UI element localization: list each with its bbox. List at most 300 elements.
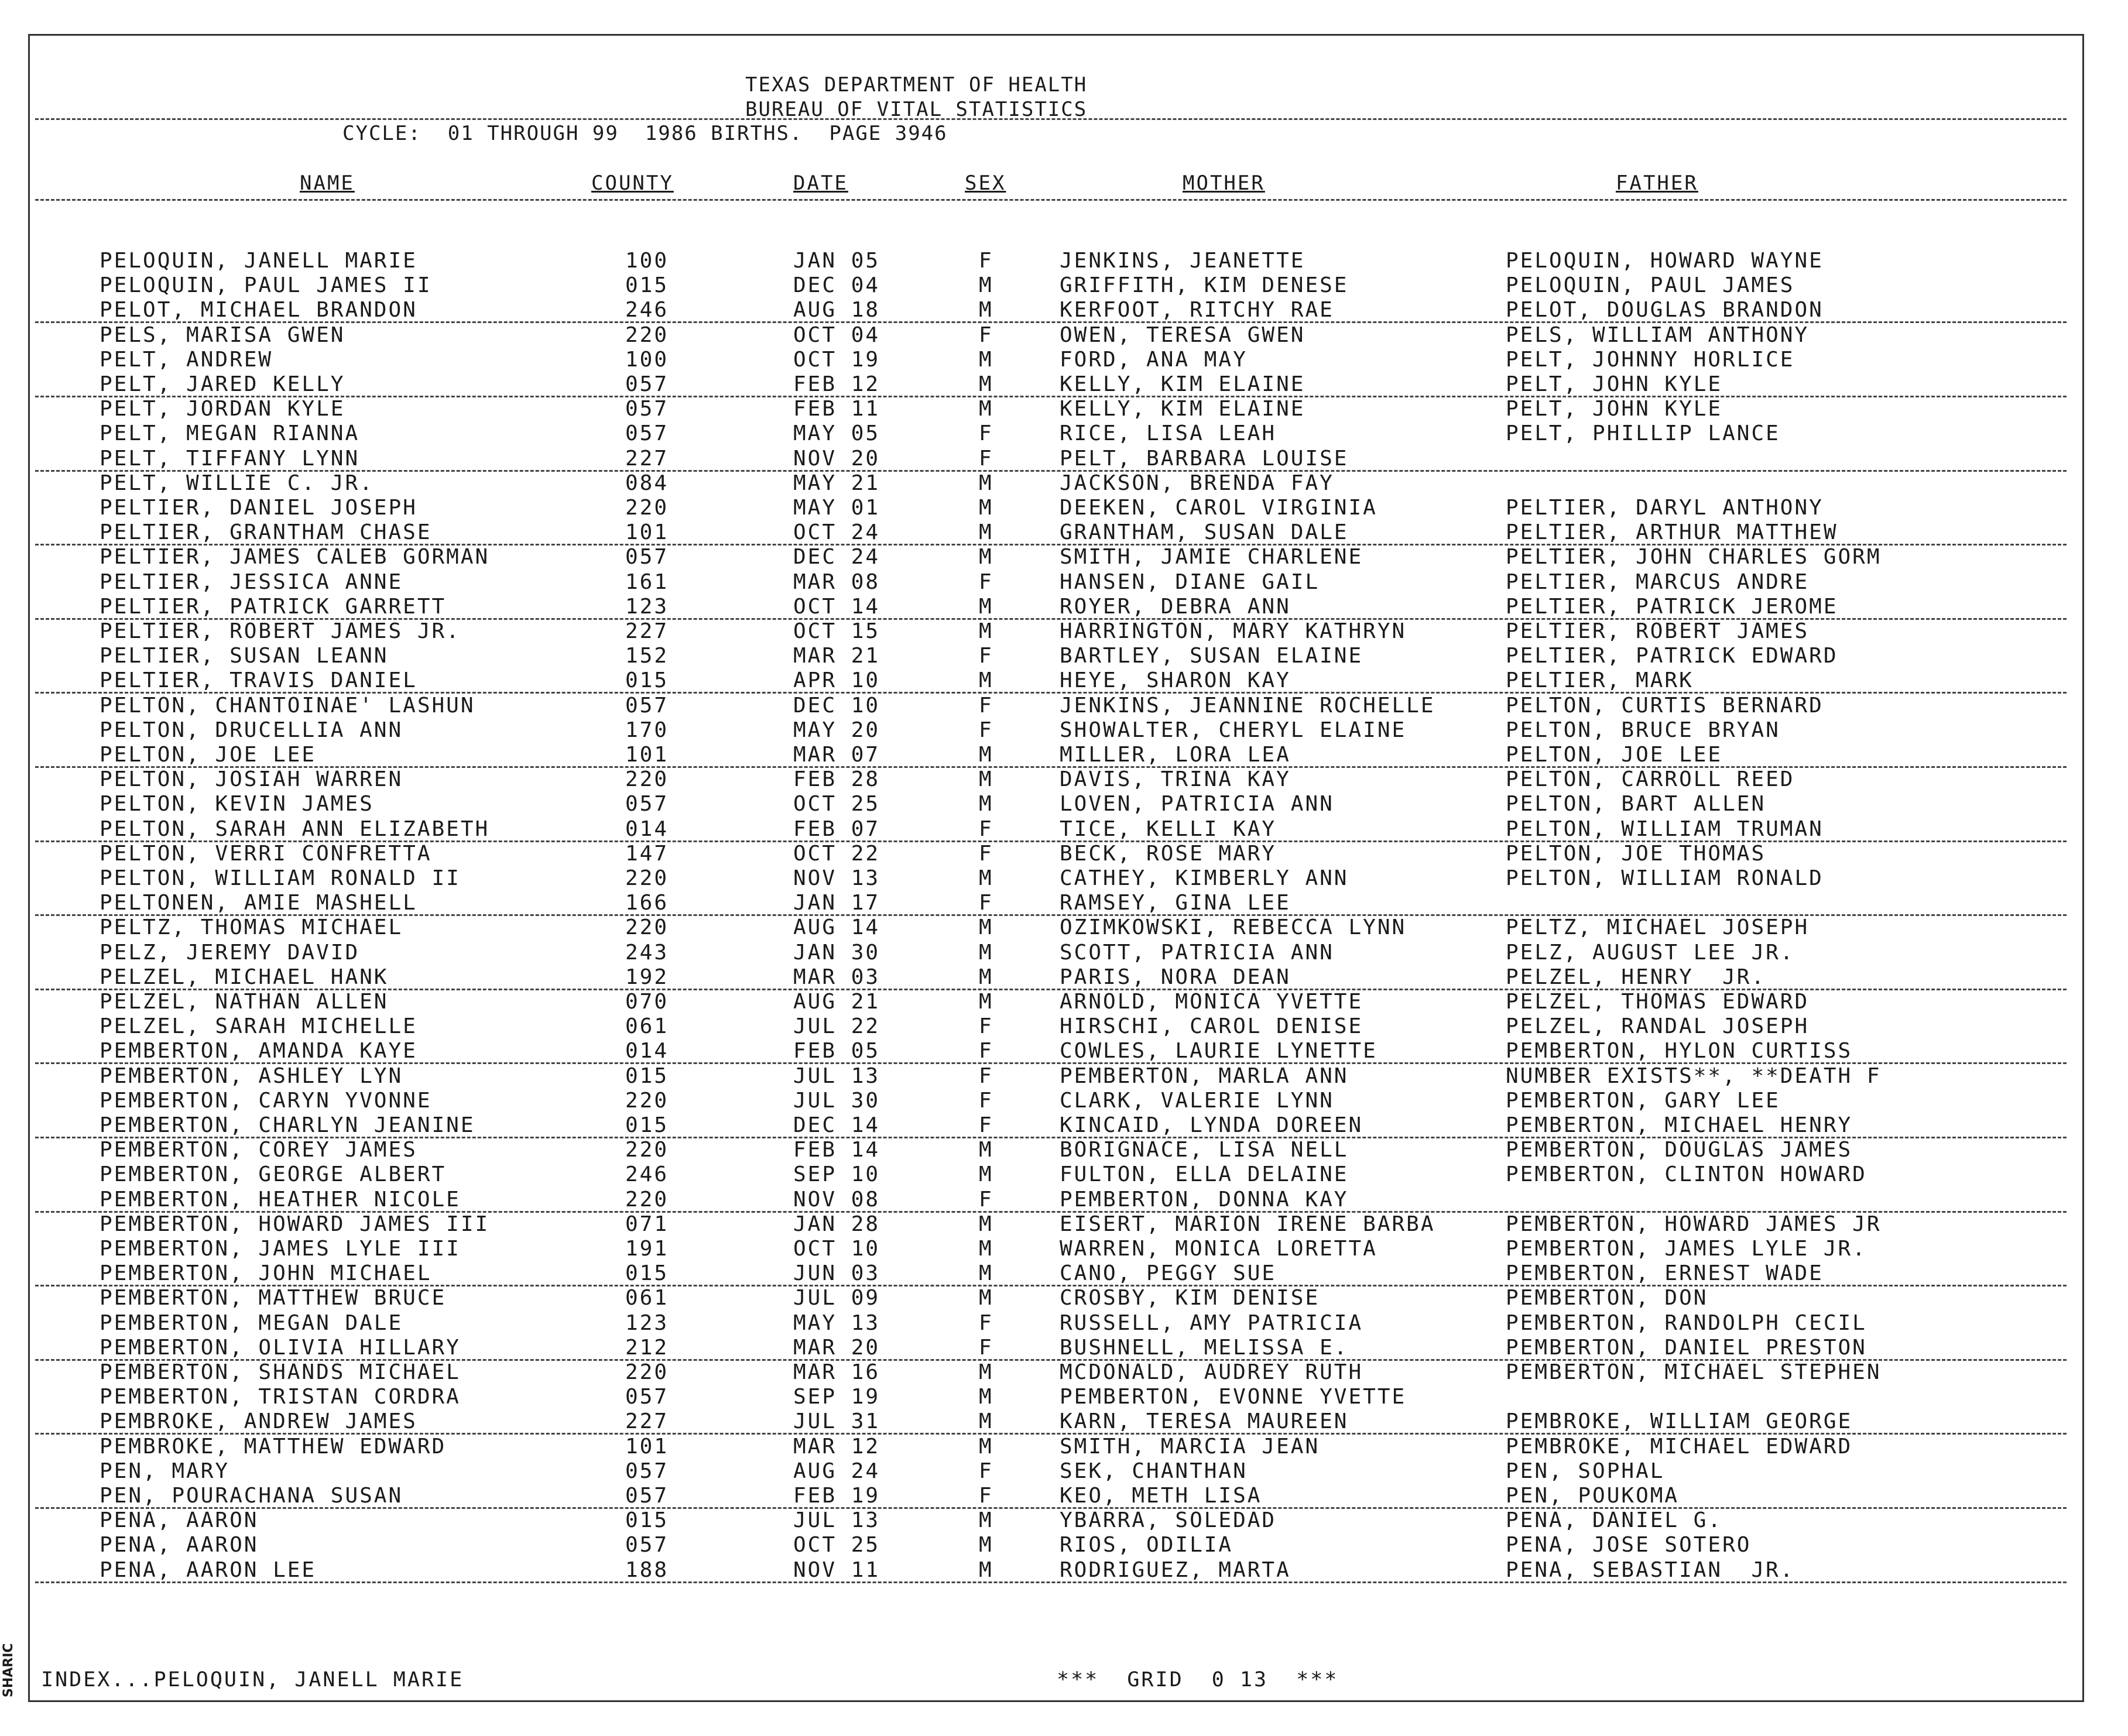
cell-father: NUMBER EXISTS**, **DEATH F: [1506, 1063, 1882, 1088]
cell-sex: M: [979, 397, 993, 421]
cell-county: 227: [625, 1409, 669, 1434]
cell-sex: M: [979, 668, 993, 693]
table-row: [0, 1188, 2128, 1212]
cell-sex: M: [979, 1360, 993, 1384]
table-row: [0, 372, 2128, 397]
cell-county: 220: [625, 866, 669, 890]
cell-sex: M: [979, 743, 993, 767]
cell-father: PELZEL, HENRY JR.: [1506, 965, 1766, 989]
cell-sex: M: [979, 372, 993, 396]
cell-date: OCT 25: [793, 792, 880, 816]
cell-mother: FULTON, ELLA DELAINE: [1060, 1162, 1349, 1187]
cell-name: PELTIER, SUSAN LEANN: [100, 644, 389, 668]
cell-date: OCT 22: [793, 841, 880, 866]
cell-mother: YBARRA, SOLEDAD: [1060, 1508, 1277, 1533]
cell-county: 220: [625, 1360, 669, 1384]
cell-father: PEMBERTON, CLINTON HOWARD: [1506, 1162, 1867, 1187]
cell-date: JUL 09: [793, 1286, 880, 1310]
cell-name: PEMBERTON, CARYN YVONNE: [100, 1088, 432, 1113]
cell-sex: F: [979, 323, 993, 347]
cell-father: PELTON, JOE THOMAS: [1506, 841, 1766, 866]
cell-sex: F: [979, 569, 993, 594]
table-row: [0, 421, 2128, 446]
cell-mother: FORD, ANA MAY: [1060, 347, 1248, 372]
cell-mother: ROYER, DEBRA ANN: [1060, 594, 1291, 619]
cell-name: PELOQUIN, PAUL JAMES II: [100, 273, 432, 298]
cell-sex: M: [979, 1212, 993, 1236]
cell-county: 161: [625, 569, 669, 594]
cell-sex: M: [979, 866, 993, 890]
table-row: [0, 1385, 2128, 1409]
cell-father: PELZEL, THOMAS EDWARD: [1506, 990, 1810, 1014]
table-row: [0, 1459, 2128, 1484]
cell-sex: M: [979, 520, 993, 545]
table-row: [0, 348, 2128, 372]
report-bureau: BUREAU OF VITAL STATISTICS: [745, 98, 1088, 121]
cell-father: PENA, JOSE SOTERO: [1506, 1533, 1752, 1557]
cell-mother: SEK, CHANTHAN: [1060, 1459, 1248, 1483]
cell-father: PEMBERTON, DON: [1506, 1286, 1708, 1310]
cell-county: 220: [625, 1138, 669, 1162]
cell-date: OCT 10: [793, 1237, 880, 1261]
report-agency: TEXAS DEPARTMENT OF HEALTH: [745, 73, 1088, 97]
cell-mother: DAVIS, TRINA KAY: [1060, 767, 1291, 792]
cell-name: PELT, WILLIE C. JR.: [100, 471, 374, 495]
cell-name: PENA, AARON: [100, 1508, 259, 1533]
cell-name: PELS, MARISA GWEN: [100, 323, 345, 347]
table-row: [0, 447, 2128, 471]
cell-father: PEN, POUKOMA: [1506, 1484, 1680, 1508]
cell-date: FEB 19: [793, 1484, 880, 1508]
cell-name: PELOQUIN, JANELL MARIE: [100, 249, 417, 273]
cell-mother: RODRIGUEZ, MARTA: [1060, 1557, 1291, 1582]
cell-date: FEB 05: [793, 1039, 880, 1063]
row-divider: [35, 1581, 2067, 1583]
cell-county: 070: [625, 990, 669, 1014]
cell-county: 057: [625, 372, 669, 396]
cell-father: PEMBERTON, GARY LEE: [1506, 1088, 1780, 1113]
table-row: [0, 817, 2128, 842]
cell-county: 192: [625, 965, 669, 989]
table-row: [0, 1435, 2128, 1459]
table-row: [0, 1508, 2128, 1533]
cell-sex: M: [979, 545, 993, 569]
cell-name: PEMBERTON, COREY JAMES: [100, 1138, 417, 1162]
table-row: [0, 520, 2128, 545]
cell-name: PEMBERTON, JAMES LYLE III: [100, 1237, 461, 1261]
cell-date: MAY 13: [793, 1310, 880, 1335]
table-row: [0, 767, 2128, 792]
cell-sex: F: [979, 891, 993, 915]
table-row: [0, 1237, 2128, 1261]
cell-county: 147: [625, 841, 669, 866]
cell-sex: F: [979, 1113, 993, 1137]
cell-county: 170: [625, 718, 669, 742]
cell-date: MAY 05: [793, 421, 880, 446]
table-row: [0, 1089, 2128, 1113]
cell-mother: KINCAID, LYNDA DOREEN: [1060, 1113, 1363, 1137]
table-row: [0, 866, 2128, 891]
cell-mother: RICE, LISA LEAH: [1060, 421, 1277, 446]
table-row: [0, 1286, 2128, 1310]
cell-date: MAR 21: [793, 644, 880, 668]
cell-mother: SCOTT, PATRICIA ANN: [1060, 940, 1334, 965]
cell-name: PEMBERTON, HOWARD JAMES III: [100, 1212, 490, 1236]
cell-father: PELTIER, PATRICK JEROME: [1506, 594, 1838, 619]
table-row: [0, 915, 2128, 940]
cell-date: JAN 30: [793, 940, 880, 965]
cell-name: PENA, AARON LEE: [100, 1557, 317, 1582]
cell-mother: CROSBY, KIM DENISE: [1060, 1286, 1320, 1310]
cell-county: 015: [625, 668, 669, 693]
cell-name: PELT, JORDAN KYLE: [100, 397, 345, 421]
cell-date: MAR 08: [793, 569, 880, 594]
cell-name: PELT, MEGAN RIANNA: [100, 421, 360, 446]
cell-name: PEMBERTON, MATTHEW BRUCE: [100, 1286, 447, 1310]
cell-father: PELTON, WILLIAM RONALD: [1506, 866, 1824, 890]
cell-mother: HANSEN, DIANE GAIL: [1060, 569, 1320, 594]
report-cycle: CYCLE: 01 THROUGH 99 1986 BIRTHS. PAGE 3946: [342, 122, 948, 145]
table-row: [0, 842, 2128, 866]
cell-county: 014: [625, 816, 669, 841]
cell-county: 057: [625, 693, 669, 718]
table-row: [0, 595, 2128, 619]
cell-father: PEMBERTON, MICHAEL HENRY: [1506, 1113, 1853, 1137]
cell-mother: PELT, BARBARA LOUISE: [1060, 446, 1349, 471]
cell-name: PEMBERTON, CHARLYN JEANINE: [100, 1113, 475, 1137]
table-row: [0, 990, 2128, 1014]
cell-sex: M: [979, 1385, 993, 1409]
cell-name: PELTON, VERRI CONFRETTA: [100, 841, 432, 866]
cell-name: PEMBERTON, JOHN MICHAEL: [100, 1261, 432, 1286]
cell-name: PELTIER, GRANTHAM CHASE: [100, 520, 432, 545]
cell-name: PEMBERTON, TRISTAN CORDRA: [100, 1385, 461, 1409]
cell-mother: MILLER, LORA LEA: [1060, 743, 1291, 767]
cell-name: PEMBERTON, SHANDS MICHAEL: [100, 1360, 461, 1384]
cell-name: PELT, JARED KELLY: [100, 372, 345, 396]
cell-name: PELTONEN, AMIE MASHELL: [100, 891, 417, 915]
cell-county: 101: [625, 743, 669, 767]
cell-father: PEMBROKE, WILLIAM GEORGE: [1506, 1409, 1853, 1434]
table-row: [0, 1138, 2128, 1162]
cell-sex: F: [979, 841, 993, 866]
cell-county: 220: [625, 323, 669, 347]
column-header-mother: MOTHER: [1183, 171, 1265, 195]
cell-county: 166: [625, 891, 669, 915]
cell-date: MAR 12: [793, 1434, 880, 1459]
cell-mother: EISERT, MARION IRENE BARBA: [1060, 1212, 1435, 1236]
cell-sex: F: [979, 1459, 993, 1483]
cell-county: 015: [625, 1063, 669, 1088]
column-header-name: NAME: [300, 171, 355, 195]
cell-sex: M: [979, 298, 993, 323]
cell-date: AUG 18: [793, 298, 880, 323]
cell-name: PEMBERTON, AMANDA KAYE: [100, 1039, 417, 1063]
cell-mother: SMITH, MARCIA JEAN: [1060, 1434, 1320, 1459]
cell-date: OCT 25: [793, 1533, 880, 1557]
cell-father: PEMBROKE, MICHAEL EDWARD: [1506, 1434, 1853, 1459]
cell-sex: M: [979, 1138, 993, 1162]
cell-mother: BECK, ROSE MARY: [1060, 841, 1277, 866]
cell-county: 220: [625, 1187, 669, 1212]
cell-sex: F: [979, 1014, 993, 1039]
cell-father: PELTON, JOE LEE: [1506, 743, 1723, 767]
cell-sex: M: [979, 1533, 993, 1557]
cell-name: PEMBERTON, MEGAN DALE: [100, 1310, 403, 1335]
table-row: [0, 1162, 2128, 1187]
cell-mother: KERFOOT, RITCHY RAE: [1060, 298, 1334, 323]
table-row: [0, 1212, 2128, 1237]
cell-county: 015: [625, 1113, 669, 1137]
footer-index: INDEX...PELOQUIN, JANELL MARIE: [41, 1668, 464, 1692]
cell-name: PELTIER, ROBERT JAMES JR.: [100, 619, 461, 643]
cell-date: FEB 28: [793, 767, 880, 792]
column-header-sex: SEX: [965, 171, 1006, 195]
cell-name: PELTON, SARAH ANN ELIZABETH: [100, 816, 490, 841]
table-row: [0, 1261, 2128, 1286]
cell-father: PEMBERTON, HOWARD JAMES JR: [1506, 1212, 1882, 1236]
cell-father: PELTON, CARROLL REED: [1506, 767, 1795, 792]
cell-county: 057: [625, 545, 669, 569]
cell-mother: COWLES, LAURIE LYNETTE: [1060, 1039, 1377, 1063]
cell-mother: KELLY, KIM ELAINE: [1060, 372, 1305, 396]
cell-date: NOV 20: [793, 446, 880, 471]
cell-father: PEMBERTON, MICHAEL STEPHEN: [1506, 1360, 1882, 1384]
cell-mother: CATHEY, KIMBERLY ANN: [1060, 866, 1349, 890]
table-row: [0, 323, 2128, 348]
cell-date: NOV 13: [793, 866, 880, 890]
cell-date: OCT 14: [793, 594, 880, 619]
table-row: [0, 1311, 2128, 1336]
cell-county: 057: [625, 421, 669, 446]
cell-father: PELOQUIN, PAUL JAMES: [1506, 273, 1795, 298]
cell-county: 101: [625, 520, 669, 545]
cell-date: AUG 24: [793, 1459, 880, 1483]
cell-date: MAR 20: [793, 1335, 880, 1360]
cell-sex: F: [979, 1063, 993, 1088]
cell-name: PEMBERTON, HEATHER NICOLE: [100, 1187, 461, 1212]
cell-sex: M: [979, 965, 993, 989]
cell-mother: PARIS, NORA DEAN: [1060, 965, 1291, 989]
cell-sex: M: [979, 1261, 993, 1286]
cell-sex: M: [979, 1162, 993, 1187]
cell-sex: M: [979, 347, 993, 372]
cell-name: PEMBROKE, MATTHEW EDWARD: [100, 1434, 447, 1459]
cell-mother: TICE, KELLI KAY: [1060, 816, 1277, 841]
cell-father: PELTIER, DARYL ANTHONY: [1506, 496, 1824, 520]
cell-name: PELZ, JEREMY DAVID: [100, 940, 360, 965]
cell-father: PELT, JOHN KYLE: [1506, 397, 1723, 421]
cell-name: PEMBERTON, GEORGE ALBERT: [100, 1162, 447, 1187]
cell-father: PELZEL, RANDAL JOSEPH: [1506, 1014, 1810, 1039]
cell-county: 100: [625, 249, 669, 273]
cell-name: PELZEL, SARAH MICHELLE: [100, 1014, 417, 1039]
cell-county: 123: [625, 1310, 669, 1335]
cell-father: PELTON, BART ALLEN: [1506, 792, 1766, 816]
cell-sex: F: [979, 644, 993, 668]
cell-mother: PEMBERTON, MARLA ANN: [1060, 1063, 1349, 1088]
table-row: [0, 1409, 2128, 1434]
cell-county: 243: [625, 940, 669, 965]
cell-sex: M: [979, 273, 993, 298]
cell-sex: F: [979, 1310, 993, 1335]
cell-father: PEN, SOPHAL: [1506, 1459, 1665, 1483]
cell-name: PEN, POURACHANA SUSAN: [100, 1484, 403, 1508]
cell-mother: BARTLEY, SUSAN ELAINE: [1060, 644, 1363, 668]
cell-date: JUL 31: [793, 1409, 880, 1434]
cell-father: PELS, WILLIAM ANTHONY: [1506, 323, 1810, 347]
cell-name: PELTON, WILLIAM RONALD II: [100, 866, 461, 890]
cell-mother: JENKINS, JEANETTE: [1060, 249, 1305, 273]
header-divider: [35, 118, 2067, 120]
cell-sex: F: [979, 249, 993, 273]
cell-mother: GRANTHAM, SUSAN DALE: [1060, 520, 1349, 545]
cell-date: APR 10: [793, 668, 880, 693]
cell-father: PELTIER, ROBERT JAMES: [1506, 619, 1810, 643]
cell-father: PEMBERTON, HYLON CURTISS: [1506, 1039, 1853, 1063]
cell-county: 057: [625, 792, 669, 816]
cell-mother: JENKINS, JEANNINE ROCHELLE: [1060, 693, 1435, 718]
cell-father: PELT, JOHN KYLE: [1506, 372, 1723, 396]
cell-county: 057: [625, 1385, 669, 1409]
cell-date: JUN 03: [793, 1261, 880, 1286]
table-row: [0, 694, 2128, 718]
cell-name: PELTON, JOE LEE: [100, 743, 317, 767]
table-row: [0, 941, 2128, 965]
cell-county: 100: [625, 347, 669, 372]
cell-father: PELTIER, MARCUS ANDRE: [1506, 569, 1810, 594]
cell-county: 191: [625, 1237, 669, 1261]
cell-father: PEMBERTON, ERNEST WADE: [1506, 1261, 1824, 1286]
cell-father: PENA, DANIEL G.: [1506, 1508, 1723, 1533]
cell-father: PELT, JOHNNY HORLICE: [1506, 347, 1795, 372]
cell-county: 220: [625, 1088, 669, 1113]
table-row: [0, 1533, 2128, 1557]
cell-name: PELTON, CHANTOINAE' LASHUN: [100, 693, 475, 718]
cell-mother: WARREN, MONICA LORETTA: [1060, 1237, 1377, 1261]
cell-mother: KARN, TERESA MAUREEN: [1060, 1409, 1349, 1434]
cell-father: PELZ, AUGUST LEE JR.: [1506, 940, 1795, 965]
cell-date: SEP 10: [793, 1162, 880, 1187]
cell-name: PELOT, MICHAEL BRANDON: [100, 298, 417, 323]
cell-father: PEMBERTON, RANDOLPH CECIL: [1506, 1310, 1867, 1335]
cell-mother: KEO, METH LISA: [1060, 1484, 1262, 1508]
cell-mother: KELLY, KIM ELAINE: [1060, 397, 1305, 421]
cell-county: 188: [625, 1557, 669, 1582]
cell-name: PELTIER, TRAVIS DANIEL: [100, 668, 417, 693]
cell-sex: M: [979, 1237, 993, 1261]
cell-sex: F: [979, 693, 993, 718]
cell-county: 061: [625, 1014, 669, 1039]
cell-sex: M: [979, 594, 993, 619]
cell-county: 057: [625, 397, 669, 421]
cell-date: NOV 11: [793, 1557, 880, 1582]
table-row: [0, 273, 2128, 298]
cell-name: PEMBERTON, OLIVIA HILLARY: [100, 1335, 461, 1360]
cell-county: 057: [625, 1484, 669, 1508]
column-divider: [35, 199, 2067, 201]
cell-county: 101: [625, 1434, 669, 1459]
cell-sex: M: [979, 1508, 993, 1533]
cell-mother: HIRSCHI, CAROL DENISE: [1060, 1014, 1363, 1039]
cell-father: PEMBERTON, DOUGLAS JAMES: [1506, 1138, 1853, 1162]
side-mark: SHARIC: [1, 1643, 16, 1697]
cell-county: 152: [625, 644, 669, 668]
cell-name: PELT, ANDREW: [100, 347, 273, 372]
table-row: [0, 1360, 2128, 1385]
cell-mother: RIOS, ODILIA: [1060, 1533, 1233, 1557]
cell-name: PELTIER, DANIEL JOSEPH: [100, 496, 417, 520]
cell-mother: HEYE, SHARON KAY: [1060, 668, 1291, 693]
cell-name: PELTON, DRUCELLIA ANN: [100, 718, 403, 742]
cell-name: PEN, MARY: [100, 1459, 230, 1483]
cell-county: 057: [625, 1459, 669, 1483]
table-row: [0, 1336, 2128, 1360]
cell-name: PELTZ, THOMAS MICHAEL: [100, 915, 403, 940]
cell-father: PENA, SEBASTIAN JR.: [1506, 1557, 1795, 1582]
column-header-date: DATE: [793, 171, 848, 195]
cell-sex: F: [979, 1039, 993, 1063]
cell-name: PELTIER, JESSICA ANNE: [100, 569, 403, 594]
cell-mother: BUSHNELL, MELISSA E.: [1060, 1335, 1349, 1360]
cell-date: MAR 16: [793, 1360, 880, 1384]
cell-name: PELTIER, JAMES CALEB GORMAN: [100, 545, 490, 569]
cell-sex: F: [979, 1187, 993, 1212]
cell-date: OCT 04: [793, 323, 880, 347]
cell-father: PELTZ, MICHAEL JOSEPH: [1506, 915, 1810, 940]
cell-date: JUL 30: [793, 1088, 880, 1113]
cell-county: 220: [625, 915, 669, 940]
cell-county: 246: [625, 298, 669, 323]
cell-county: 227: [625, 446, 669, 471]
cell-father: PELTIER, ARTHUR MATTHEW: [1506, 520, 1838, 545]
table-row: [0, 570, 2128, 595]
cell-sex: M: [979, 1557, 993, 1582]
table-row: [0, 1039, 2128, 1063]
cell-sex: M: [979, 619, 993, 643]
table-row: [0, 644, 2128, 668]
cell-date: FEB 14: [793, 1138, 880, 1162]
cell-date: FEB 07: [793, 816, 880, 841]
cell-county: 015: [625, 273, 669, 298]
cell-county: 246: [625, 1162, 669, 1187]
cell-date: MAY 20: [793, 718, 880, 742]
cell-name: PELTIER, PATRICK GARRETT: [100, 594, 447, 619]
cell-name: PELTON, JOSIAH WARREN: [100, 767, 403, 792]
cell-county: 015: [625, 1508, 669, 1533]
cell-name: PELZEL, MICHAEL HANK: [100, 965, 389, 989]
cell-mother: SHOWALTER, CHERYL ELAINE: [1060, 718, 1407, 742]
cell-mother: RAMSEY, GINA LEE: [1060, 891, 1291, 915]
cell-name: PEMBROKE, ANDREW JAMES: [100, 1409, 417, 1434]
table-row: [0, 397, 2128, 421]
cell-mother: ARNOLD, MONICA YVETTE: [1060, 990, 1363, 1014]
cell-county: 015: [625, 1261, 669, 1286]
cell-sex: M: [979, 496, 993, 520]
cell-county: 220: [625, 496, 669, 520]
cell-date: SEP 19: [793, 1385, 880, 1409]
column-header-father: FATHER: [1616, 171, 1698, 195]
table-row: [0, 1064, 2128, 1089]
cell-name: PEMBERTON, ASHLEY LYN: [100, 1063, 403, 1088]
cell-mother: JACKSON, BRENDA FAY: [1060, 471, 1334, 495]
cell-county: 014: [625, 1039, 669, 1063]
cell-sex: M: [979, 792, 993, 816]
cell-date: DEC 14: [793, 1113, 880, 1137]
cell-father: PEMBERTON, JAMES LYLE JR.: [1506, 1237, 1867, 1261]
cell-sex: M: [979, 1286, 993, 1310]
cell-sex: M: [979, 990, 993, 1014]
